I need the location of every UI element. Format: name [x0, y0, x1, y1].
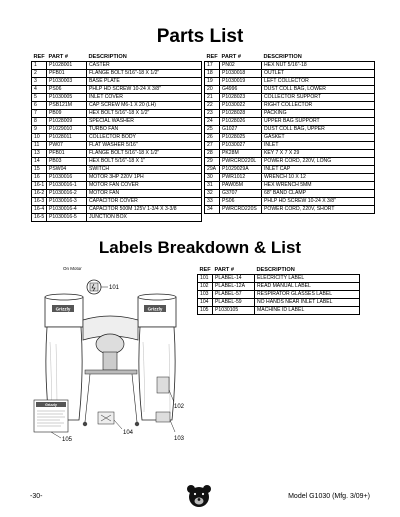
cell-part: P1029029A	[220, 166, 262, 174]
labels-title: Labels Breakdown & List	[98, 238, 302, 257]
cell-part: PB09	[47, 110, 87, 118]
table-row	[32, 62, 202, 70]
cell-ref: 28	[205, 150, 220, 158]
cell-description: POWER CORD, 220V, SHORT	[262, 206, 375, 214]
cell-part: PWRCRD220L	[220, 158, 262, 166]
cell-description: FLANGE BOLT 5/16"-18 X 1/2"	[87, 70, 202, 78]
cell-description: CAPACITOR 500M 125V 1-3/4 X 3-3/8	[87, 206, 202, 214]
dust-collector-illustration	[30, 262, 195, 447]
cell-ref: 9	[32, 126, 47, 134]
cell-ref: 29	[205, 158, 220, 166]
table-row	[32, 166, 202, 174]
cell-part: P1028023	[220, 94, 262, 102]
table-header	[32, 53, 202, 62]
brand-left: Grizzly	[55, 306, 71, 312]
callout-105: 105	[62, 437, 73, 443]
table-row	[32, 206, 202, 214]
cell-ref: 102	[198, 283, 213, 291]
table-row	[205, 118, 375, 126]
cell-description: MOTOR 3HP 220V 1PH	[87, 174, 202, 182]
table-row	[205, 190, 375, 198]
cell-ref: 23	[205, 110, 220, 118]
cell-description: FLANGE BOLT 5/16"-18 X 1/2"	[87, 150, 202, 158]
cell-description: DUST COLL BAG, LOWER	[262, 86, 375, 94]
cell-ref: 105	[198, 307, 213, 315]
cell-description: CAPACITOR COVER	[87, 198, 202, 206]
table-row	[32, 126, 202, 134]
cell-part: P1029010	[47, 126, 87, 134]
table-row	[205, 174, 375, 182]
parts-table-left	[31, 53, 202, 222]
cell-ref: 20	[205, 86, 220, 94]
cell-description: HEX BOLT 5/16"-18 X 1/2"	[87, 110, 202, 118]
cell-description: SWITCH	[87, 166, 202, 174]
cell-part: G3707	[220, 190, 262, 198]
cell-part: P1030018	[220, 70, 262, 78]
header-description: DESCRIPTION	[88, 54, 127, 60]
cell-ref: 2	[32, 70, 47, 78]
cell-part: PW07	[47, 142, 87, 150]
cell-part: P1028026	[220, 118, 262, 126]
cell-part: P1030005	[47, 94, 87, 102]
callout-104: 104	[123, 430, 134, 436]
table-row	[205, 150, 375, 158]
cell-description: RESPIRATOR GLASSES LABEL	[255, 291, 360, 299]
cell-part: P1030016-1	[47, 182, 87, 190]
table-row	[205, 158, 375, 166]
page-number: -30-	[30, 493, 43, 500]
table-row	[32, 118, 202, 126]
cell-description: TURBO FAN	[87, 126, 202, 134]
table-row	[32, 94, 202, 102]
cell-part: PWRCRD220S	[220, 206, 262, 214]
cell-description: CASTER	[87, 62, 202, 70]
table-row	[32, 150, 202, 158]
cell-description: NO HANDS NEAR INLET LABEL	[255, 299, 360, 307]
table-row	[198, 291, 360, 299]
cell-part: PFB01	[47, 150, 87, 158]
blower-housing	[96, 334, 124, 354]
cell-part: P1028009	[47, 118, 87, 126]
cell-description: POWER CORD, 220V, LONG	[262, 158, 375, 166]
cell-part: P1030105	[213, 307, 255, 315]
cell-description: ELECRICITY LABEL	[255, 275, 360, 283]
cell-description: HEX WRENCH 5MM	[262, 182, 375, 190]
cell-part: PK28M	[220, 150, 262, 158]
cell-ref: 27	[205, 142, 220, 150]
table-row	[198, 275, 360, 283]
cell-description: KEY 7 X 7 X 29	[262, 150, 375, 158]
callout-102: 102	[174, 404, 185, 410]
cell-ref: 24	[205, 118, 220, 126]
cell-part: PLABEL-14	[213, 275, 255, 283]
table-row	[205, 182, 375, 190]
cell-description: GASKET	[262, 134, 375, 142]
table-row	[32, 198, 202, 206]
cell-ref: 103	[198, 291, 213, 299]
parts-list-title: Parts List	[156, 26, 244, 47]
header-ref: REF	[199, 267, 211, 273]
cell-ref: 22	[205, 102, 220, 110]
cell-ref: 1	[32, 62, 47, 70]
table-row	[205, 70, 375, 78]
cell-description: INLET COVER	[87, 94, 202, 102]
parts-table-right	[204, 53, 375, 214]
table-row	[205, 78, 375, 86]
cell-part: P1030022	[220, 102, 262, 110]
cell-description: PHLP HD SCREW 10-24 X 3/8"	[87, 86, 202, 94]
cell-ref: 10	[32, 134, 47, 142]
caster-left	[83, 422, 87, 426]
cell-part: P1030016	[47, 174, 87, 182]
header-description: DESCRIPTION	[256, 267, 295, 273]
cell-description: FLAT WASHER 5/16"	[87, 142, 202, 150]
caster-right	[135, 422, 139, 426]
labels-table	[197, 266, 360, 315]
cell-description: HEX NUT 5/16"-18	[262, 62, 375, 70]
cell-description: PHLP HD SCREW 10-24 X 3/8"	[262, 198, 375, 206]
cell-ref: 16-3	[32, 198, 47, 206]
cell-part: P1030016-2	[47, 190, 87, 198]
cell-description: MACHINE ID LABEL	[255, 307, 360, 315]
respirator-label-icon	[156, 412, 170, 422]
cell-description: MOTOR FAN	[87, 190, 202, 198]
cell-part: PS06	[220, 198, 262, 206]
cell-description: BASE PLATE	[87, 78, 202, 86]
cell-part: PAW05M	[220, 182, 262, 190]
table-row	[32, 214, 202, 222]
header-part: PART #	[221, 54, 241, 60]
header-ref: REF	[206, 54, 218, 60]
callout-103: 103	[174, 436, 185, 442]
model-info: Model G1030 (Mfg. 3/09+)	[288, 493, 370, 500]
table-row	[205, 126, 375, 134]
cell-part: PLABEL-59	[213, 299, 255, 307]
cell-ref: 26	[205, 134, 220, 142]
brand-right: Grizzly	[147, 306, 163, 312]
table-header	[198, 266, 360, 275]
table-row	[205, 110, 375, 118]
header-part: PART #	[214, 267, 234, 273]
table-row	[32, 70, 202, 78]
cell-description: HEX BOLT 5/16"-18 X 1"	[87, 158, 202, 166]
cell-description: WRENCH 10 X 12	[262, 174, 375, 182]
cell-ref: 16-5	[32, 214, 47, 222]
cell-ref: 5	[32, 94, 47, 102]
cell-description: INLET	[262, 142, 375, 150]
cell-ref: 16-1	[32, 182, 47, 190]
cell-description: SPECIAL WASHER	[87, 118, 202, 126]
cell-description: RIGHT COLLECTOR	[262, 102, 375, 110]
cell-ref: 31	[205, 182, 220, 190]
cell-part: PSB121M	[47, 102, 87, 110]
table-row	[205, 198, 375, 206]
cell-part: P1028028	[220, 110, 262, 118]
table-row	[32, 78, 202, 86]
cell-ref: 16-4	[32, 206, 47, 214]
cell-part: PLABEL-57	[213, 291, 255, 299]
cell-part: P1030027	[220, 142, 262, 150]
cell-part: PSW04	[47, 166, 87, 174]
header-ref: REF	[33, 54, 45, 60]
cell-ref: 6	[32, 102, 47, 110]
cell-ref: 7	[32, 110, 47, 118]
cell-part: P1030003	[47, 78, 87, 86]
table-row	[32, 102, 202, 110]
header-description: DESCRIPTION	[263, 54, 302, 60]
table-row	[32, 142, 202, 150]
cell-description: COLLECTOR SUPPORT	[262, 94, 375, 102]
cell-part: P1028001	[47, 62, 87, 70]
cell-part: PFB01	[47, 70, 87, 78]
cell-ref: 25	[205, 126, 220, 134]
cell-ref: 104	[198, 299, 213, 307]
table-row	[32, 86, 202, 94]
table-row	[32, 182, 202, 190]
cell-ref: 34	[205, 206, 220, 214]
cell-ref: 14	[32, 158, 47, 166]
read-manual-label-icon	[157, 377, 169, 393]
cell-ref: 11	[32, 142, 47, 150]
cell-part: P1028025	[220, 134, 262, 142]
table-row	[205, 102, 375, 110]
table-row	[205, 142, 375, 150]
cell-part: G4996	[220, 86, 262, 94]
table-row	[32, 190, 202, 198]
brand-id-label: Grizzly	[45, 403, 57, 407]
table-row	[198, 283, 360, 291]
cell-description: PACKING	[262, 110, 375, 118]
table-row	[205, 62, 375, 70]
cell-ref: 16-2	[32, 190, 47, 198]
cell-ref: 19	[205, 78, 220, 86]
cell-description: OUTLET	[262, 70, 375, 78]
base-plate	[85, 370, 137, 374]
on-motor-label: On Motor	[63, 266, 82, 271]
cell-ref: 21	[205, 94, 220, 102]
table-row	[32, 110, 202, 118]
cell-description: 68" BAND CLAMP	[262, 190, 375, 198]
cell-ref: 4	[32, 86, 47, 94]
motor	[103, 352, 117, 370]
table-row	[198, 299, 360, 307]
cell-part: P1030016-5	[47, 214, 87, 222]
table-row	[205, 166, 375, 174]
cell-part: PB03	[47, 158, 87, 166]
cell-description: LEFT COLLECTOR	[262, 78, 375, 86]
table-row	[205, 206, 375, 214]
grizzly-bear-icon	[186, 484, 212, 508]
table-row	[205, 94, 375, 102]
cell-description: UPPER BAG SUPPORT	[262, 118, 375, 126]
cell-part: PS06	[47, 86, 87, 94]
header-part: PART #	[48, 54, 68, 60]
table-row	[32, 158, 202, 166]
cell-description: READ MANUAL LABEL	[255, 283, 360, 291]
cell-part: PWR1012	[220, 174, 262, 182]
cell-ref: 18	[205, 70, 220, 78]
cell-description: CAP SCREW M6-1 X 20 (LH)	[87, 102, 202, 110]
cell-description: MOTOR FAN COVER	[87, 182, 202, 190]
cell-ref: 101	[198, 275, 213, 283]
table-row	[32, 174, 202, 182]
cell-description: DUST COLL BAG, UPPER	[262, 126, 375, 134]
cell-part: PLABEL-12A	[213, 283, 255, 291]
cell-part: P1030019	[220, 78, 262, 86]
table-header	[205, 53, 375, 62]
cell-description: JUNCTION BOX	[87, 214, 202, 222]
table-row	[32, 134, 202, 142]
cell-part: PN02	[220, 62, 262, 70]
cell-ref: 32	[205, 190, 220, 198]
cell-part: P1028011	[47, 134, 87, 142]
table-row	[205, 134, 375, 142]
cell-ref: 3	[32, 78, 47, 86]
cell-ref: 8	[32, 118, 47, 126]
cell-description: COLLECTOR BODY	[87, 134, 202, 142]
cell-description: INLET CAP	[262, 166, 375, 174]
cell-ref: 16	[32, 174, 47, 182]
cell-part: P1030016-4	[47, 206, 87, 214]
cell-part: G1027	[220, 126, 262, 134]
cell-ref: 17	[205, 62, 220, 70]
cell-ref: 33	[205, 198, 220, 206]
cell-ref: 15	[32, 166, 47, 174]
table-row	[205, 86, 375, 94]
cell-ref: 13	[32, 150, 47, 158]
callout-101: 101	[109, 285, 120, 291]
table-row	[198, 307, 360, 315]
cell-part: P1030016-3	[47, 198, 87, 206]
cell-ref: 29A	[205, 166, 220, 174]
cell-ref: 30	[205, 174, 220, 182]
